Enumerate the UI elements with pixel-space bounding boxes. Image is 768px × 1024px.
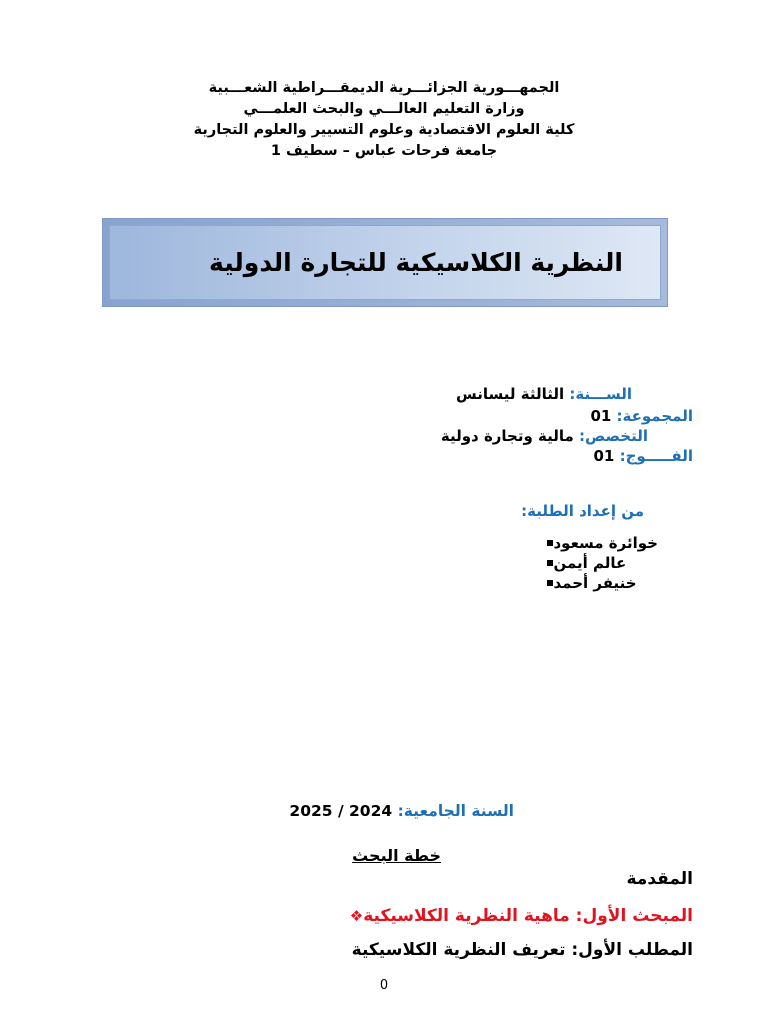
info-section-value: 01 xyxy=(593,447,620,465)
student-name: عالم أيمن xyxy=(553,554,627,572)
info-specialty xyxy=(441,425,648,447)
list-item xyxy=(529,533,658,553)
info-group-label: المجموعة: xyxy=(616,407,693,425)
document-header xyxy=(100,78,668,162)
info-section-label: الفـــــوج: xyxy=(619,447,693,465)
header-republic: الجمهـــورية الجزائـــرية الديمقـــراطية الشعـــبية xyxy=(208,80,560,96)
header-ministry: وزارة التعليم العالـــي والبحث العلمـــي xyxy=(243,101,525,117)
page-number: 0 xyxy=(379,978,389,993)
info-specialty-value: مالية وتجارة دولية xyxy=(440,427,580,445)
plan-subsection-1: المطلب الأول: تعريف النظرية الكلاسيكية xyxy=(351,940,693,960)
plan-section-1 xyxy=(330,904,693,928)
student-list xyxy=(529,533,658,593)
academic-year-label: السنة الجامعية: xyxy=(397,802,514,820)
info-group-value: 01 xyxy=(590,407,617,425)
info-section xyxy=(593,445,693,467)
header-faculty: كلية العلوم الاقتصادية وعلوم التسيير والعلوم التجارية xyxy=(193,122,575,138)
info-group xyxy=(590,405,693,427)
plan-intro: المقدمة xyxy=(626,869,693,889)
header-university: جامعة فرحات عباس – سطيف 1 xyxy=(270,143,498,159)
plan-title: خطة البحث xyxy=(352,846,441,865)
bullet-icon xyxy=(547,560,553,566)
info-year-value: الثالثة ليسانس xyxy=(456,385,570,403)
diamond-bullet-icon: ❖ xyxy=(349,907,364,925)
info-year xyxy=(456,383,632,405)
academic-year-value: 2024 / 2025 xyxy=(289,802,398,820)
bullet-icon xyxy=(547,580,553,586)
info-year-label: الســـنة: xyxy=(569,385,632,403)
prepared-by-label: من إعداد الطلبة: xyxy=(521,502,644,520)
list-item xyxy=(529,553,658,573)
title-banner xyxy=(102,218,668,307)
info-specialty-label: التخصص: xyxy=(579,427,648,445)
academic-year xyxy=(289,800,514,822)
document-title: النظرية الكلاسيكية للتجارة الدولية xyxy=(209,248,623,277)
plan-section-1-text: المبحث الأول: ماهية النظرية الكلاسيكية xyxy=(363,906,693,926)
bullet-icon xyxy=(547,540,553,546)
list-item xyxy=(529,573,658,593)
student-name: خنيفر أحمد xyxy=(553,574,637,592)
student-name: خوائرة مسعود xyxy=(553,534,658,552)
